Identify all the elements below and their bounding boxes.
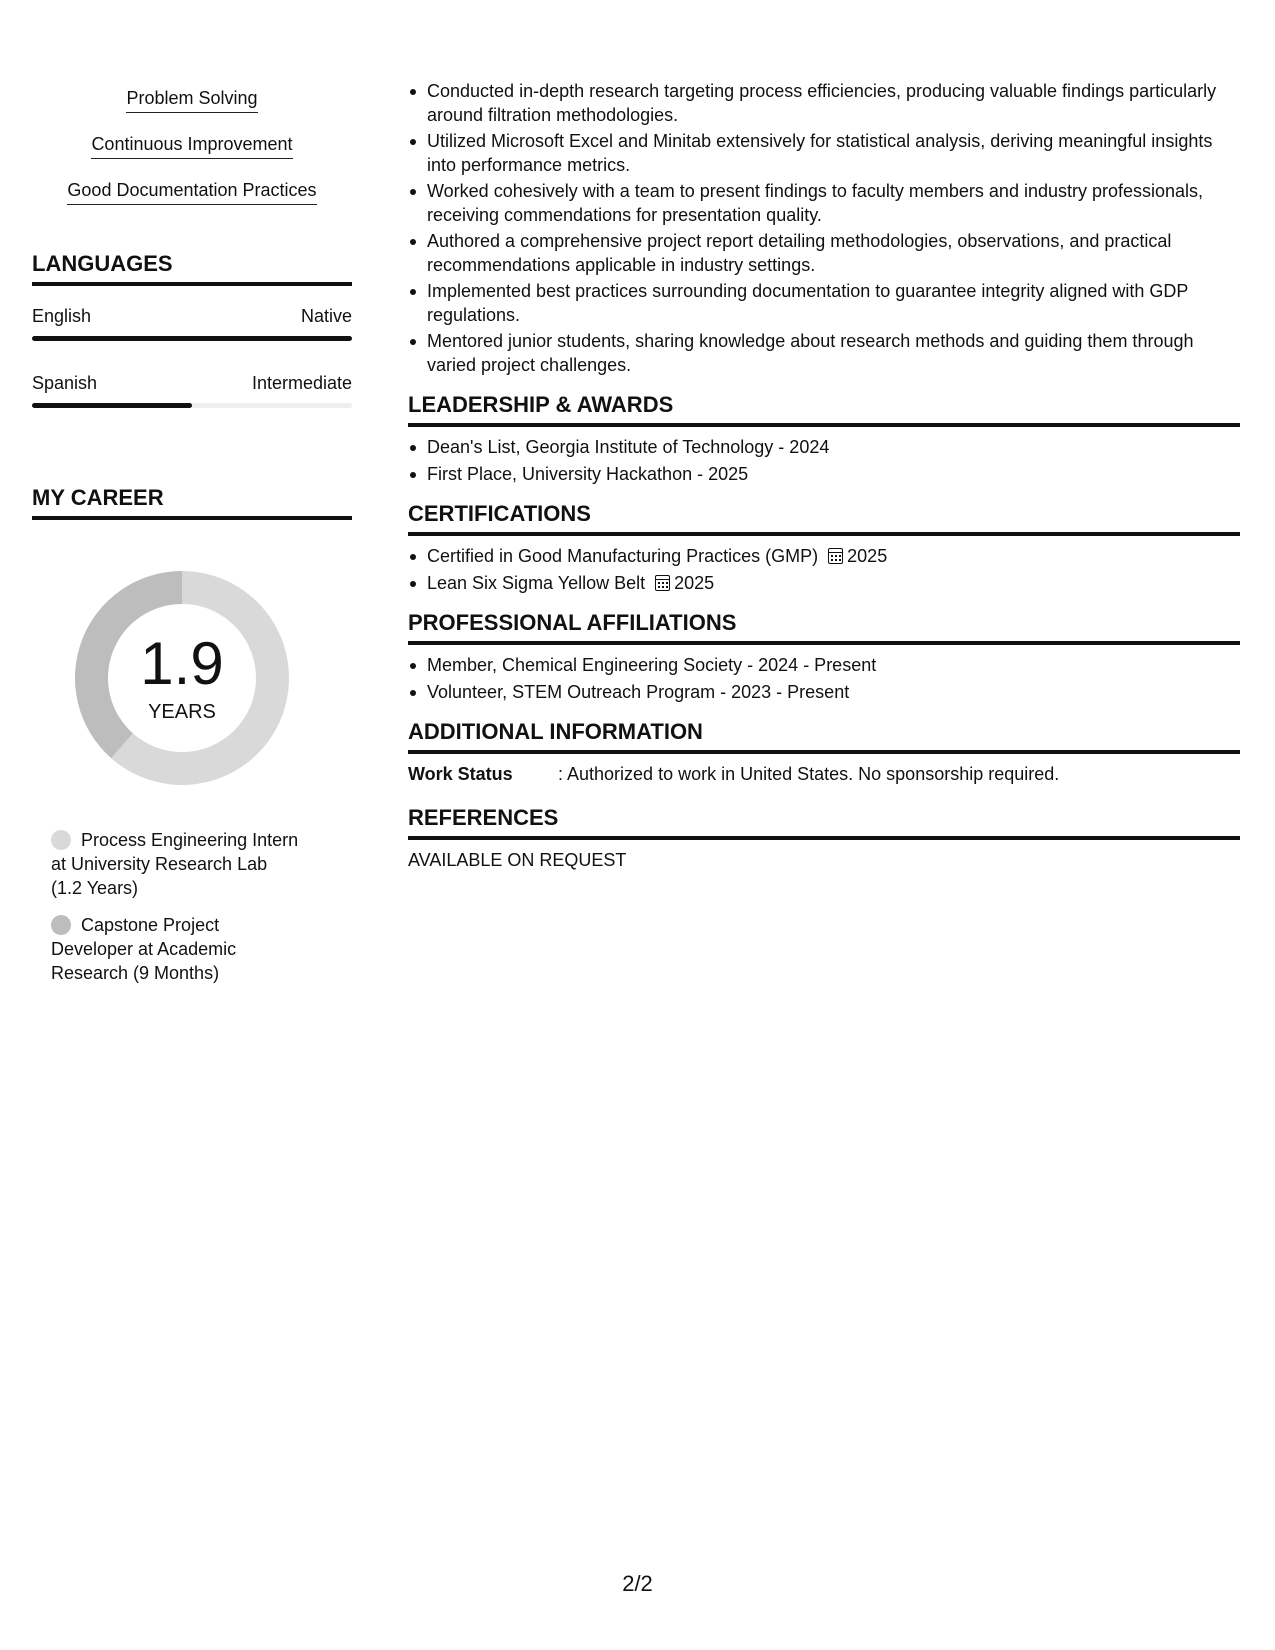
language-bar xyxy=(32,403,352,408)
language-bar-fill xyxy=(32,403,192,408)
right-column xyxy=(408,79,1240,872)
work-status-value: : Authorized to work in United States. No sponsorship required. xyxy=(558,764,1060,784)
career-title: MY CAREER xyxy=(32,484,352,520)
language-name: Spanish xyxy=(32,373,98,393)
experience-bullet: Utilized Microsoft Excel and Minitab extensively for statistical analysis, deriving meaningful insights into performance metrics. xyxy=(408,129,1240,177)
affiliation-item: Member, Chemical Engineering Society - 2024 - Present xyxy=(408,653,1240,677)
references-title: REFERENCES xyxy=(408,804,1240,840)
affiliation-item: Volunteer, STEM Outreach Program - 2023 - Present xyxy=(408,680,1240,704)
leadership-section xyxy=(408,391,1240,486)
language-item xyxy=(32,304,352,341)
skill-item: Problem Solving xyxy=(126,86,257,113)
career-legend-item xyxy=(51,828,302,900)
legend-dot xyxy=(51,915,71,935)
work-status-label: Work Status xyxy=(408,764,513,784)
experience-bullet: Conducted in-depth research targeting process efficiencies, producing valuable findings particularly around filtration methodologies. xyxy=(408,79,1240,127)
certification-item xyxy=(408,571,1240,595)
language-item xyxy=(32,371,352,408)
languages-section xyxy=(32,250,352,408)
language-level: Intermediate xyxy=(251,373,352,393)
languages-title: LANGUAGES xyxy=(32,250,352,286)
affiliations-section xyxy=(408,609,1240,704)
calendar-icon xyxy=(655,575,670,591)
leadership-title: LEADERSHIP & AWARDS xyxy=(408,391,1240,427)
affiliations-title: PROFESSIONAL AFFILIATIONS xyxy=(408,609,1240,645)
career-legend-item xyxy=(51,913,302,985)
experience-bullet: Authored a comprehensive project report detailing methodologies, observations, and practical recommendations applicable in industry settings. xyxy=(408,229,1240,277)
language-bar xyxy=(32,336,352,341)
leadership-item: First Place, University Hackathon - 2025 xyxy=(408,462,1240,486)
certifications-section xyxy=(408,500,1240,595)
experience-bullet: Implemented best practices surrounding documentation to guarantee integrity aligned with GDP regulations. xyxy=(408,279,1240,327)
career-legend-label: Capstone Project Developer at Academic Research (9 Months) xyxy=(51,915,237,983)
career-donut xyxy=(62,558,302,798)
certification-year: 2025 xyxy=(674,573,715,593)
career-section xyxy=(32,484,352,985)
skill-item: Good Documentation Practices xyxy=(67,178,316,205)
certification-name: Certified in Good Manufacturing Practices (GMP) xyxy=(427,546,819,566)
certification-year: 2025 xyxy=(847,546,888,566)
legend-dot xyxy=(51,830,71,850)
work-status-row xyxy=(408,762,1240,786)
additional-title: ADDITIONAL INFORMATION xyxy=(408,718,1240,754)
left-column xyxy=(32,86,352,998)
career-legend xyxy=(32,828,302,985)
experience-bullet: Worked cohesively with a team to present findings to faculty members and industry professionals, receiving commendations for presentation quality. xyxy=(408,179,1240,227)
certifications-title: CERTIFICATIONS xyxy=(408,500,1240,536)
language-name: English xyxy=(32,306,92,326)
experience-bullets xyxy=(408,79,1240,377)
calendar-icon xyxy=(828,548,843,564)
experience-bullet: Mentored junior students, sharing knowledge about research methods and guiding them through varied project challenges. xyxy=(408,329,1240,377)
references-section xyxy=(408,804,1240,872)
page-number: 2/2 xyxy=(622,1571,653,1596)
references-text: AVAILABLE ON REQUEST xyxy=(408,850,627,870)
career-total: 1.9 xyxy=(140,630,224,697)
language-bar-fill xyxy=(32,336,352,341)
skills-list xyxy=(32,86,352,224)
leadership-item: Dean's List, Georgia Institute of Technology - 2024 xyxy=(408,435,1240,459)
career-unit: YEARS xyxy=(148,701,216,723)
skill-item: Continuous Improvement xyxy=(91,132,292,159)
career-legend-label: Process Engineering Intern at University Research Lab (1.2 Years) xyxy=(51,830,299,898)
certification-name: Lean Six Sigma Yellow Belt xyxy=(427,573,646,593)
additional-section xyxy=(408,718,1240,786)
language-level: Native xyxy=(300,306,352,326)
certification-item xyxy=(408,544,1240,568)
